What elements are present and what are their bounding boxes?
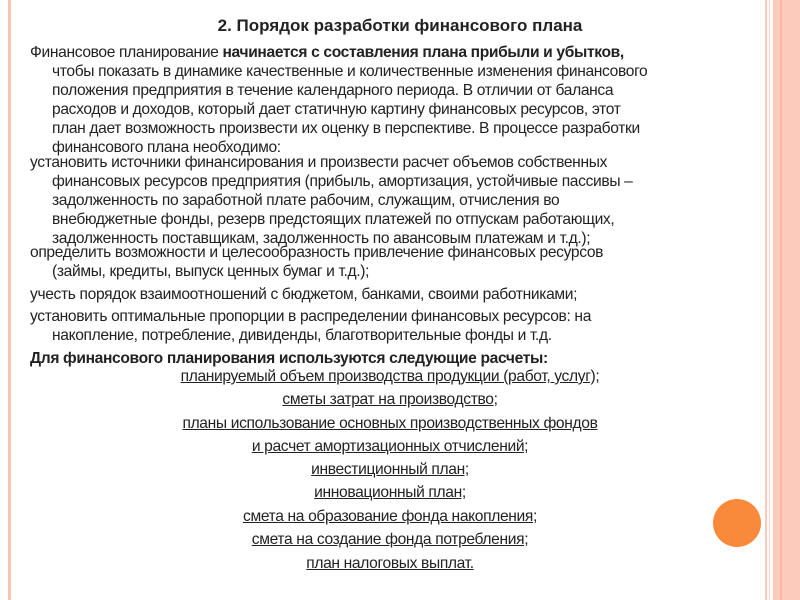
text-line: чтобы показать в динамике качественные и количественные изменения финансового bbox=[52, 63, 648, 80]
slide-right-stripe bbox=[780, 0, 782, 600]
text-line: внебюджетные фонды, резерв предстоящих платежей по отпускам работающих, bbox=[52, 211, 615, 228]
text-line: финансового плана необходимо: bbox=[52, 139, 281, 156]
calc-item bbox=[0, 438, 780, 456]
calc-item-text: планируемый объем производства продукции (работ, услуг); bbox=[180, 368, 600, 385]
text-line: задолженность по заработной плате рабочим, служащим, отчисления во bbox=[52, 192, 560, 209]
text-line: установить источники финансирования и произвести расчет объемов собственных bbox=[30, 154, 608, 171]
calc-item bbox=[0, 508, 780, 526]
text-line: план дает возможность произвести их оценку в перспективе. В процессе разработки bbox=[52, 120, 640, 137]
calc-item bbox=[0, 531, 780, 549]
calc-heading bbox=[30, 349, 548, 368]
text-line: финансовых ресурсов предприятия (прибыль, амортизация, устойчивые пассивы – bbox=[52, 173, 633, 190]
calc-item-text: сметы затрат на производство; bbox=[282, 391, 498, 408]
intro-first-line bbox=[30, 43, 647, 62]
calc-item bbox=[0, 415, 780, 433]
text-line: задолженность поставщикам, задолженность по авансовым платежам и т.д.); bbox=[52, 230, 591, 247]
list-item bbox=[30, 243, 603, 281]
slide-title: 2. Порядок разработки финансового плана bbox=[217, 16, 583, 35]
calc-heading-text: Для финансового планирования используются следующие расчеты: bbox=[30, 350, 548, 367]
calc-item bbox=[0, 555, 780, 573]
list-item bbox=[30, 285, 577, 304]
calc-item-text: инновационный план; bbox=[314, 484, 466, 501]
calc-item-text: планы использование основных производственных фондов bbox=[182, 415, 598, 432]
calc-item bbox=[0, 461, 780, 479]
calc-item-text: инвестиционный план; bbox=[311, 461, 469, 478]
intro-lead: Финансовое планирование bbox=[30, 44, 223, 61]
calc-item bbox=[0, 484, 780, 502]
calc-item bbox=[0, 391, 780, 409]
calc-item-text: смета на образование фонда накопления; bbox=[243, 508, 537, 525]
text-line: установить оптимальные пропорции в распределении финансовых ресурсов: на bbox=[30, 308, 592, 325]
calc-item bbox=[0, 368, 780, 386]
intro-paragraph bbox=[30, 43, 647, 157]
text-line: (займы, кредиты, выпуск ценных бумаг и т.д.); bbox=[52, 263, 370, 280]
list-item bbox=[30, 153, 632, 248]
calc-item-text: план налоговых выплат. bbox=[306, 555, 474, 572]
text-line: расходов и доходов, который дает статичную картину финансовых ресурсов, этот bbox=[52, 101, 621, 118]
list-item bbox=[30, 307, 591, 345]
intro-bold: начинается с составления плана прибыли и убытков, bbox=[222, 44, 624, 61]
calc-item-text: и расчет амортизационных отчислений; bbox=[251, 438, 529, 455]
calc-item-text: смета на создание фонда потребления; bbox=[251, 531, 529, 548]
text-line: учесть порядок взаимоотношений с бюджетом, банками, своими работниками; bbox=[30, 286, 578, 303]
text-line: определить возможности и целесообразность привлечение финансовых ресурсов bbox=[30, 244, 604, 261]
text-line: положения предприятия в течение календарного периода. В отличии от баланса bbox=[52, 82, 614, 99]
text-line: накопление, потребление, дивиденды, благотворительные фонды и т.д. bbox=[52, 327, 552, 344]
